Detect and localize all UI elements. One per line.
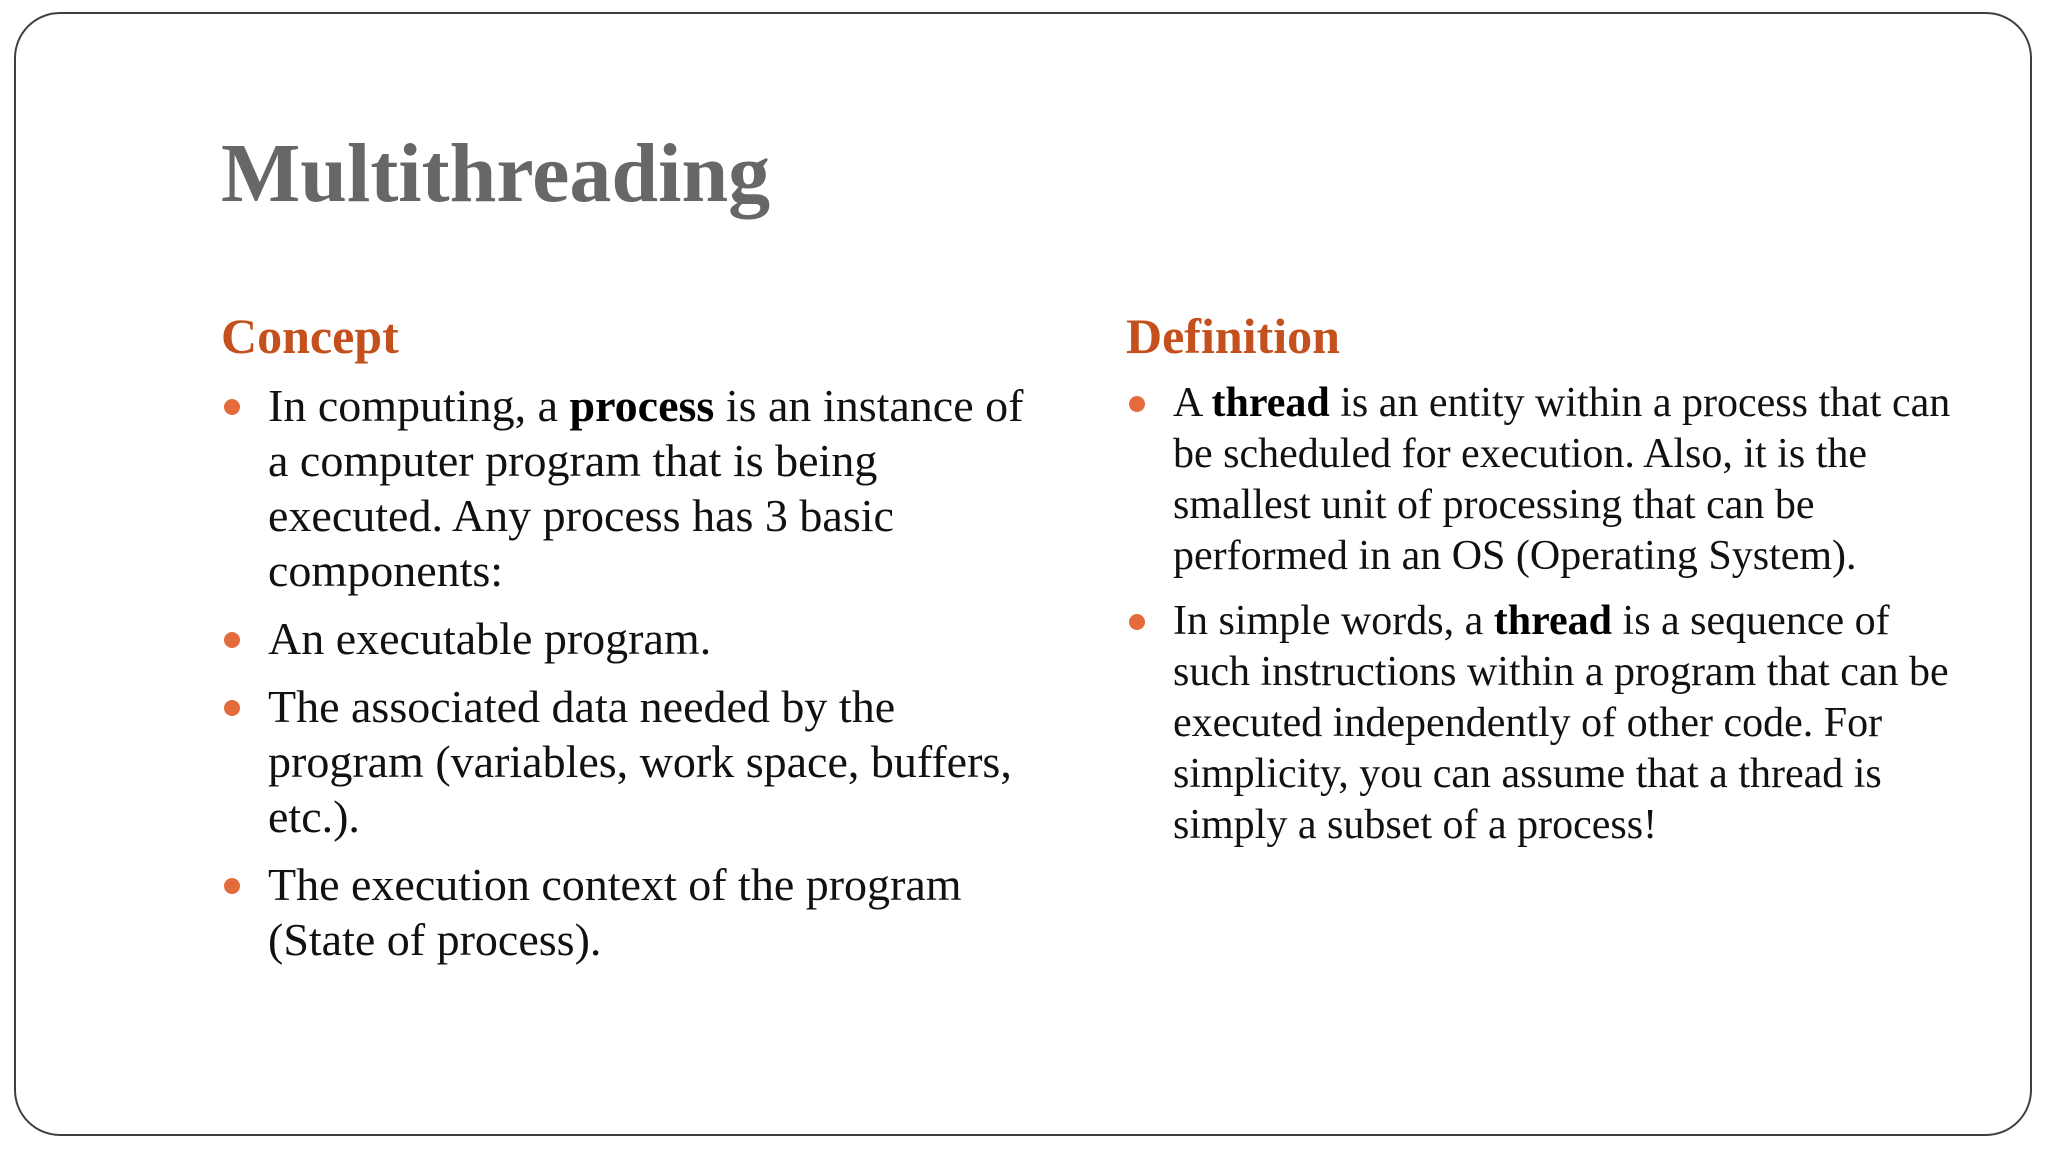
item-term: process (569, 380, 715, 431)
list-item (221, 611, 1051, 666)
list-item (1126, 596, 1956, 851)
list-item (221, 857, 1051, 967)
item-text-after: is a sequence of such instructions within a program that can be executed independently of other code. For simplicity, you can assume that a thread is simply a subset of a process! (1173, 598, 1949, 848)
item-text: The associated data needed by the program (variables, work space, buffers, etc.). (268, 681, 1012, 842)
concept-column (221, 304, 1051, 980)
definition-list (1126, 378, 1956, 851)
item-text-before: In computing, a (268, 380, 570, 431)
bullet-dot-icon (1129, 614, 1145, 630)
list-item (221, 378, 1051, 598)
bullet-dot-icon (224, 632, 240, 648)
bullet-dot-icon (224, 878, 240, 894)
list-item (1126, 378, 1956, 582)
concept-list (221, 378, 1051, 967)
item-text-before: In simple words, a (1173, 598, 1494, 644)
item-text-before: A (1173, 380, 1212, 426)
definition-column (1126, 304, 1956, 865)
definition-heading: Definition (1126, 308, 1340, 364)
list-item (221, 679, 1051, 844)
item-term: thread (1493, 598, 1613, 644)
bullet-dot-icon (224, 700, 240, 716)
item-text-after: is an instance of a computer program that is being executed. Any process has 3 basic components: (268, 380, 1024, 596)
concept-heading: Concept (221, 308, 399, 364)
item-text-after: is an entity within a process that can be scheduled for execution. Also, it is the smallest unit of processing that can be performed in an OS (Operating System). (1173, 380, 1951, 579)
bullet-dot-icon (1129, 396, 1145, 412)
item-text: An executable program. (268, 613, 712, 664)
item-text: The execution context of the program (State of process). (268, 859, 962, 965)
slide-title: Multithreading (221, 127, 771, 220)
item-term: thread (1211, 380, 1330, 426)
bullet-dot-icon (224, 399, 240, 415)
